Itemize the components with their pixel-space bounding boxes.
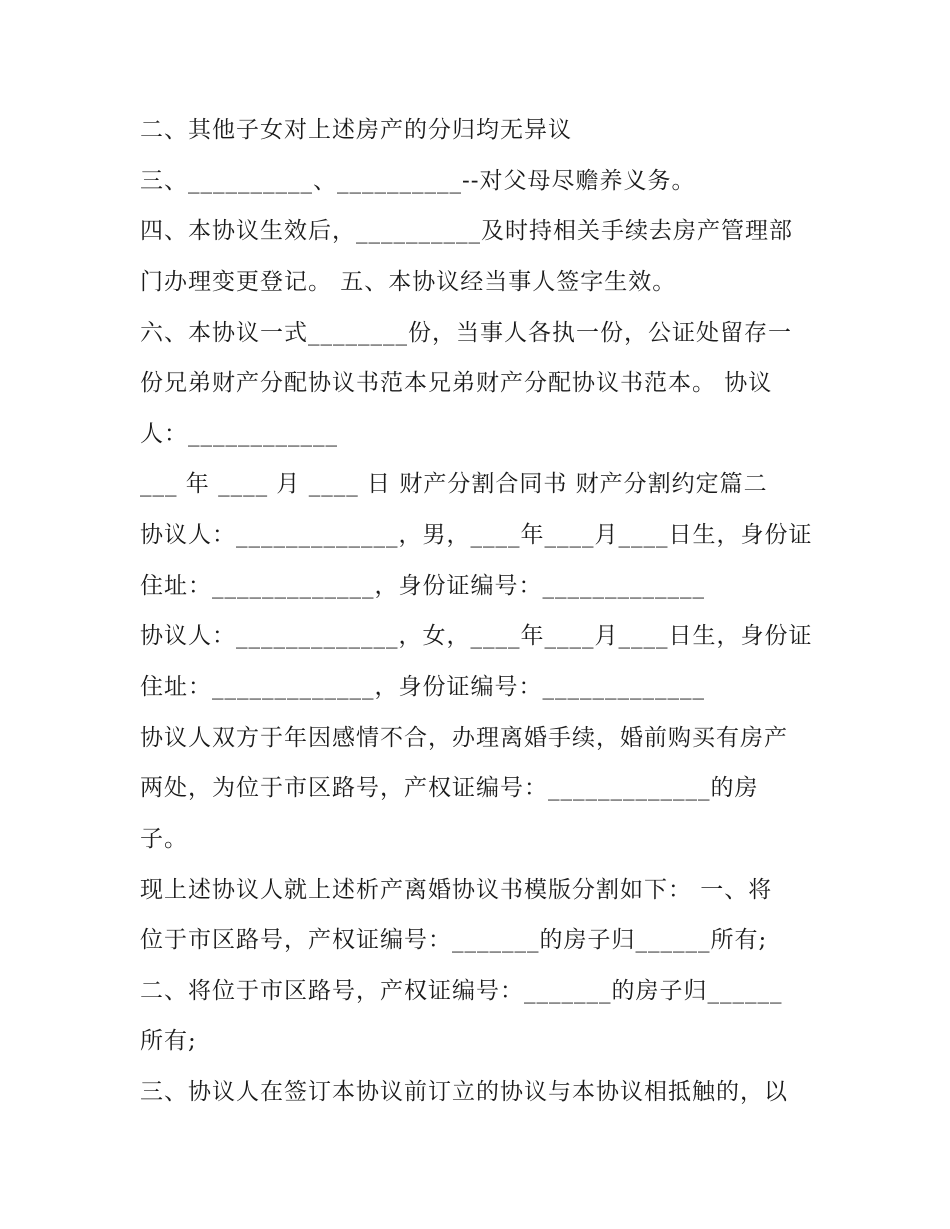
text-line: 协议人：_____________，男，____年____月____日生，身份证 [140, 522, 813, 548]
text-line: 现上述协议人就上述析产离婚协议书模版分割如下： 一、将 [140, 877, 773, 903]
text-line: 二、将位于市区路号，产权证编号：_______的房子归______ [140, 978, 783, 1004]
text-line: 三、__________、__________--对父母尽赡养义务。 [140, 168, 696, 194]
text-line: 住址：_____________，身份证编号：_____________ [140, 573, 705, 599]
text-line: 门办理变更登记。 五、本协议经当事人签字生效。 [140, 269, 677, 295]
text-line: 所有; [140, 1028, 197, 1054]
text-line: 子。 [140, 826, 188, 852]
text-line: ___ 年 ____ 月 ____ 日 财产分割合同书 财产分割约定篇二 [140, 471, 768, 497]
text-line: 协议人双方于年因感情不合，办理离婚手续，婚前购买有房产 [140, 725, 788, 751]
text-line: 三、协议人在签订本协议前订立的协议与本协议相抵触的，以 [140, 1079, 788, 1105]
text-line: 协议人：_____________，女，____年____月____日生，身份证 [140, 623, 813, 649]
text-line: 位于市区路号，产权证编号：_______的房子归______所有; [140, 927, 768, 953]
text-line: 六、本协议一式________份，当事人各执一份，公证处留存一 [140, 320, 792, 346]
text-line: 四、本协议生效后，__________及时持相关手续去房产管理部 [140, 218, 793, 244]
text-line: 二、其他子女对上述房产的分归均无异议 [140, 117, 572, 143]
text-line: 人：____________ [140, 421, 338, 447]
text-line: 住址：_____________，身份证编号：_____________ [140, 674, 705, 700]
text-line: 两处，为位于市区路号，产权证编号：_____________的房 [140, 775, 759, 801]
text-line: 份兄弟财产分配协议书范本兄弟财产分配协议书范本。 协议 [140, 370, 773, 396]
